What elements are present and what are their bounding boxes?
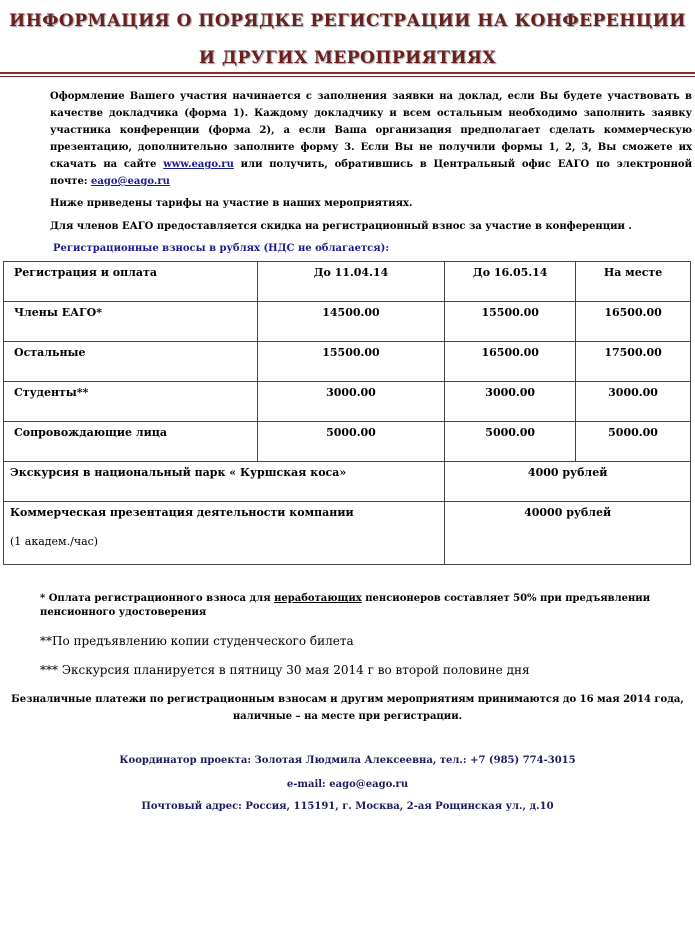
- price-cell: 3000.00: [576, 382, 691, 422]
- coordinator-contact: Координатор проекта: Золотая Людмила Алексеевна, тел.: +7 (985) 774-3015: [119, 755, 576, 766]
- excursion-price: 4000 рублей: [445, 462, 691, 502]
- price-cell: 16500.00: [576, 302, 691, 342]
- price-cell: 15500.00: [257, 342, 445, 382]
- header-cell: До 11.04.14: [257, 262, 445, 302]
- price-cell: 15500.00: [445, 302, 576, 342]
- excursion-label: Экскурсия в национальный парк « Куршская коса»: [4, 462, 445, 502]
- presentation-cell: [4, 502, 445, 565]
- contact-email: e-mail: eago@eago.ru: [286, 779, 409, 790]
- postal-address: Почтовый адрес: Россия, 115191, г. Москва, 2-ая Рощинская ул., д.10: [141, 801, 554, 812]
- fees-caption: Регистрационные взносы в рублях (НДС не облагается):: [53, 243, 390, 254]
- discount-note: Для членов ЕАГО предоставляется скидка на регистрационный взнос за участие в конференции .: [50, 221, 632, 232]
- intro-paragraph: [50, 88, 692, 190]
- intro-text: Оформление Вашего участия начинается с заполнения заявки на доклад, если Вы будете участвовать в качестве докладчика (форма 1). Каждому докладчику и всем остальным необходимо заполнить заявку участника конференции (форма 2), а если Ваша организация предполагает сделать коммерческую презентацию, дополнительно заполните форму 3. Если Вы не получили формы 1, 2, 3, Вы сможете их скачать на сайте: [50, 91, 692, 170]
- note-students: **По предъявлению копии студенческого билета: [40, 634, 354, 648]
- price-cell: 16500.00: [445, 342, 576, 382]
- presentation-sub: (1 академ./час): [10, 535, 99, 548]
- row-label: Остальные: [4, 342, 258, 382]
- page-title-line2: И ДРУГИХ МЕРОПРИЯТИЯХ: [198, 48, 497, 68]
- fees-table: [3, 261, 691, 565]
- price-cell: 5000.00: [576, 422, 691, 462]
- header-cell: До 16.05.14: [445, 262, 576, 302]
- table-row: [4, 382, 691, 422]
- table-row: [4, 342, 691, 382]
- header-cell: На месте: [576, 262, 691, 302]
- table-header-row: [4, 262, 691, 302]
- row-label: Студенты**: [4, 382, 258, 422]
- title-divider-thin: [0, 76, 695, 77]
- excursion-row: [4, 462, 691, 502]
- note1-underlined: неработающих: [274, 593, 362, 604]
- price-cell: 14500.00: [257, 302, 445, 342]
- note1-text-a: * Оплата регистрационного взноса для: [40, 593, 275, 604]
- note-pensioners: [40, 592, 680, 620]
- presentation-label: Коммерческая презентация деятельности компании: [10, 506, 354, 519]
- payment-info: Безналичные платежи по регистрационным взносам и другим мероприятиям принимаются до 16 мая 2014 года, наличные – на месте при регистрации.: [11, 694, 684, 722]
- email-link[interactable]: eago@eago.ru: [91, 176, 170, 187]
- header-cell: Регистрация и оплата: [4, 262, 258, 302]
- price-cell: 5000.00: [257, 422, 445, 462]
- table-row: [4, 422, 691, 462]
- price-cell: 5000.00: [445, 422, 576, 462]
- price-cell: 3000.00: [257, 382, 445, 422]
- note1-text-b: пенсионеров составляет 50% при предъявлении пенсионного удостоверения: [40, 593, 651, 618]
- page-title-line1: ИНФОРМАЦИЯ О ПОРЯДКЕ РЕГИСТРАЦИИ НА КОНФЕРЕНЦИИ: [9, 11, 686, 31]
- price-cell: 3000.00: [445, 382, 576, 422]
- title-divider: [0, 72, 695, 74]
- intro-text-mid: или получить, обратившись в Центральный офис ЕАГО по электронной почте:: [50, 159, 692, 187]
- table-row: [4, 302, 691, 342]
- note-excursion: *** Экскурсия планируется в пятницу 30 мая 2014 г во второй половине дня: [40, 663, 530, 677]
- row-label: Члены ЕАГО*: [4, 302, 258, 342]
- row-label: Сопровождающие лица: [4, 422, 258, 462]
- presentation-price: 40000 рублей: [445, 502, 691, 565]
- price-cell: 17500.00: [576, 342, 691, 382]
- tariffs-note: Ниже приведены тарифы на участие в наших мероприятиях.: [50, 198, 413, 209]
- site-link[interactable]: www.eago.ru: [163, 159, 234, 170]
- presentation-row: [4, 502, 691, 565]
